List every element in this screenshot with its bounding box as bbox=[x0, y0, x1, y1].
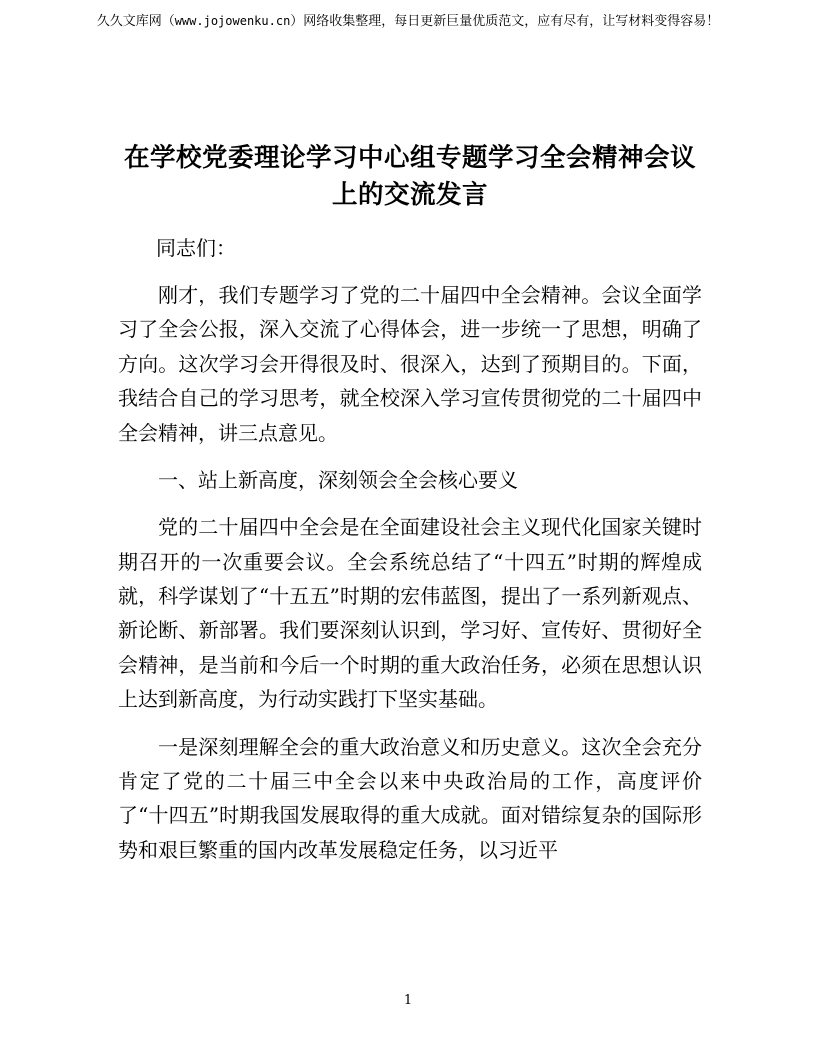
watermark-prefix: 久久文库网（ bbox=[96, 14, 175, 29]
paragraph: 一是深刻理解全会的重大政治意义和历史意义。这次全会充分肯定了党的二十届三中全会以来中央政治局的工作，高度评价了“十四五”时期我国发展取得的重大成就。面对错综复杂的国际形势和艰巨繁重的国内改革发展稳定任务，以习近平 bbox=[118, 734, 702, 862]
salutation: 同志们： bbox=[156, 235, 236, 260]
page-number: 1 bbox=[403, 993, 413, 1008]
watermark-suffix: ）网络收集整理，每日更新巨量优质范文，应有尽有，让写材料变得容易！ bbox=[290, 14, 720, 29]
section-heading: 一、站上新高度，深刻领会全会核心要义 bbox=[158, 467, 518, 492]
watermark-url: www.jojowenku.cn bbox=[174, 14, 291, 28]
site-watermark bbox=[0, 10, 816, 29]
paragraph: 刚才，我们专题学习了党的二十届四中全会精神。会议全面学习了全会公报，深入交流了心得体会，进一步统一了思想，明确了方向。这次学习会开得很及时、很深入，达到了预期目的。下面，我结合自己的学习思考，就全校深入学习宣传贯彻党的二十届四中全会精神，讲三点意见。 bbox=[118, 282, 702, 445]
page-title: 在学校党委理论学习中心组专题学习全会精神会议上的交流发言 bbox=[123, 143, 696, 210]
paragraph: 党的二十届四中全会是在全面建设社会主义现代化国家关键时期召开的一次重要会议。全会系统总结了“十四五”时期的辉煌成就，科学谋划了“十五五”时期的宏伟蓝图，提出了一系列新观点、新论断、新部署。我们要深刻认识到，学习好、宣传好、贯彻好全会精神，是当前和今后一个时期的重大政治任务，必须在思想认识上达到新高度，为行动实践打下坚实基础。 bbox=[118, 515, 702, 712]
document-body bbox=[118, 140, 702, 880]
